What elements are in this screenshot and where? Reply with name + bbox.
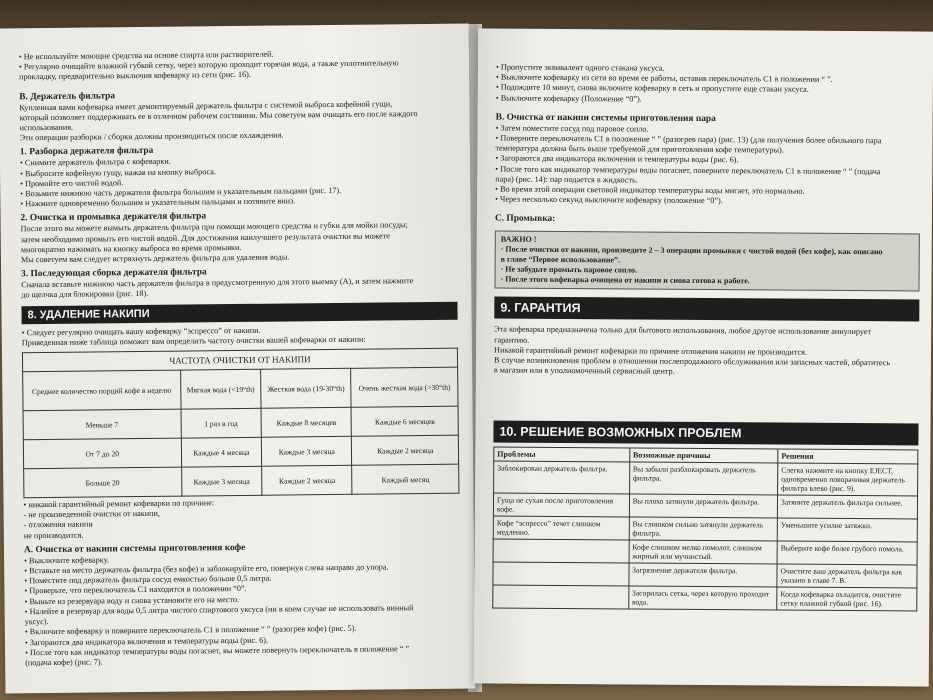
sub3-title: 3. Последующая сборка держателя фильтра [21,267,207,280]
problem-cell [493,585,629,609]
intro-line: • Не используйте моющие средства на основе спирта или растворителей. [18,49,274,62]
table-row [493,493,917,519]
note-line: · После этого кофеварка очищена от накипи и снова готова к работе. [500,275,750,286]
top-item: • Выключите кофеварку (Положение “0”). [495,93,642,104]
problem-cell: Кофе “эспрессо” течет слишком медленно. [493,516,629,540]
section-a-title: А. Очистка от накипи системы приготовления кофе [23,542,246,556]
table-row [493,585,917,611]
steam-section-title: B. Очистка от накипи системы приготовления пара [495,112,716,124]
table-header: Очень жесткая вода (>30°th) [351,367,458,407]
rinse-section-title: С. Промывка: [494,213,556,225]
table-cell: Каждые 2 месяца [262,465,353,495]
section9-banner: 9. ГАРАНТИЯ [494,297,919,322]
important-note-box [494,231,919,292]
table-cell: Меньше 7 [23,409,181,440]
table-cell: Каждый месяц [352,464,459,494]
solution-cell: Слегка нажмите на кнопку EJECT, одновременно поворачивая держатель фильтра влево (рис. 9). [778,463,918,496]
section-b-line: Эти операции разборки / сборки должны производиться после охлаждения. [19,130,284,143]
warranty-line: В случае возникновения проблем в отношении послепродажного обслуживания или запасных частей, обратитесь [493,355,891,368]
section10-banner: 10. РЕШЕНИЕ ВОЗМОЖНЫХ ПРОБЛЕМ [493,421,918,446]
table-row [493,562,917,588]
note-line: · После очистки от накипи, произведите 2 – 3 операции промывки с чистой водой (без кофе), как описано [500,245,883,257]
steam-item: • Во время этой операции световой индикатор температуры воды мигает, это нормально. [495,184,805,196]
table-cell: Каждые 8 месяцев [261,407,352,437]
table-row [24,464,459,498]
section-b-line: который позволяет поддерживать ее в отличном рабочем состоянии. Мы советуем вам очищать его после каждого [19,108,418,123]
cause-cell: Засорилась сетка, через которую проходит вода. [628,586,777,610]
cause-cell: Загрязнение держателя фильтра. [629,563,778,587]
steam-item: температура должна быть выше требуемой для приготовления кофе температуры). [495,143,784,155]
table-cell: Каждые 4 месяца [181,437,262,467]
problem-cell [493,539,629,563]
problem-cell: Заблокирован держатель фильтра. [494,461,630,494]
steam-item: • После того как индикатор температуры воды погаснет, поверните переключатель С1 в положение “ ” (подача [495,164,881,176]
sub2-item: После этого вы можете вымыть держатель фильтра при помощи моющего средства и губки для мойки посуды; [20,220,408,234]
sub1-title: 1. Разборка держателя фильтра [19,146,154,158]
sub2-item: затем необходимо промыть его чистой водой. Для достижения наилучшего результата очистки вы можете [20,231,390,244]
table-cell: От 7 до 20 [23,438,181,469]
warranty-line: Никакой гарантийный ремонт кофеварки по причине отложения накипи не производится. [494,345,807,357]
section-b-title: B. Держатель фильтра [19,90,116,102]
section8-banner: 8. УДАЛЕНИЕ НАКИПИ [21,301,457,324]
table-row [493,539,917,565]
section-a-item: • Загораются два индикатора включения и температуры воды (рис. 6). [24,635,269,647]
table-caption: ЧАСТОТА ОЧИСТКИ ОТ НАКИПИ [22,348,457,372]
note-line: · Не забудьте промыть паровое сопло. [500,265,638,275]
sub3-item: Сначала вставьте нижнюю часть держателя фильтра в предусмотренную для этого выемку (А), и затем нажмите [21,276,414,290]
warranty-line: в магазин или в уполномоченный сервисный центр. [493,365,675,377]
table-header: Жесткая вода (19-30°th) [261,368,352,408]
sub1-item: • Возьмите нижнюю часть держателя фильтра большим и указательным пальцами (рис. 17). [20,185,342,199]
table-row [493,516,917,542]
after-table-line: - отложения накипи [23,519,93,530]
solution-cell: Выберите кофе более грубого помола. [777,541,917,565]
steam-item: • Поверните переключатель С1 в положение “ ” (разогрев пара) (рис. 13) (для получения более обильного пара [495,133,882,146]
after-table-line: • никакой гарантийный ремонт кофеварки по причине: [23,498,215,510]
troubleshooting-table [492,447,918,612]
table-row [23,435,458,469]
right-page [474,28,933,686]
solution-cell: Затяните держатель фильтра сильнее. [777,495,917,519]
sub2-title: 2. Очистка и промывка держателя фильтра [20,211,207,224]
table-cell: Каждые 2 месяца [352,435,459,465]
cause-cell: Кофе слишком мелко помолот, слишком жирный или мучнистый. [629,540,778,564]
right-page-content [492,37,921,612]
section8-line: • Следует регулярно очищать вашу кофеварку “эспрессо” от накипи. [21,325,261,337]
table-row [23,406,458,440]
section-a-item: • Налейте в резервуар для воды 0,5 литра чистого спиртового уксуса (ни в коем случае не использовать винный [24,603,414,617]
top-item: • Выключите кофеварку из сети во время ее работы, оставив переключатель С1 в положении “ ”. [495,72,833,85]
note-line: ВАЖНО ! [500,235,537,245]
problem-cell: Гуща не сухая после приготовления кофе. [493,493,629,517]
solution-cell: Уменьшите усилие затяжки. [777,518,917,542]
section-a-item: • Включите кофеварку и поверните переключатель С1 в положение “ ” (разогрев кофе) (рис. 5). [24,624,357,637]
section-a-item: • Выньте из резервуара воду и снова установите его на место. [24,594,240,606]
note-line: в главе “Первое использование”. [500,255,621,265]
steam-item: • Загораются два индикатора включения и температуры воды (рис. 6). [495,153,739,165]
table-row [494,461,918,496]
steam-item: • Затем поместите сосуд под паровое сопло. [495,123,649,134]
cause-cell: Вы слишком сильно затянули держатель фильтра. [629,517,778,541]
sub1-item: • Промойте его чистой водой. [20,178,124,189]
steam-item: пара) (рис. 14): пар подается в жидкость. [495,174,638,185]
table-cell: Каждые 6 месяцев [352,406,459,436]
left-page [0,24,475,694]
warranty-line: Эта кофеварка предназначена только для бытового использования, любое другое использование аннулирует [494,324,872,337]
top-item: • Подождите 10 минут, снова включите кофеварку в сеть и пропустите еще стакан уксуса. [495,82,809,95]
table-cell: Каждые 3 месяца [261,436,352,466]
section-b-line: Купленная вами кофеварка имеет демонтируемый держатель фильтра с системой выброса кофейной гущи, [19,98,393,112]
steam-item: • Через несколько секунд выключите кофеварку (положение “0”). [495,194,723,206]
section-a-item: уксус). [24,617,49,627]
solution-cell: Когда кофеварка охладится, очистите сетку влажной губкой (рис. 16). [777,587,917,611]
section-b-line: использования. [19,122,74,133]
table-cell: Больше 20 [24,467,182,498]
section-a-item: • Вставьте на место держатель фильтра (без кофе) и заблокируйте его, повернув слева направо до упора. [24,562,389,576]
problems-header: Проблемы [494,447,630,462]
sub3-item: до щелчка для блокировки (рис. 18). [21,289,149,300]
after-table-line: - не произведенной очистки от накипи, [23,509,160,520]
table-cell: Каждые 3 месяца [181,466,262,496]
section-a-item: (подача кофе) (рис. 7). [25,657,103,668]
descaling-table [22,348,460,499]
sub2-item: Мы советуем вам следует встряхнуть держатель фильтра для удаления воды. [20,252,290,265]
causes-header: Возможные причины [629,448,777,463]
sub1-item: • Нажмите одновременно большим и указательным пальцами и потяните вниз. [20,196,296,209]
section-a-item: • Выключите кофеварку. [24,555,109,566]
solutions-header: Решения [778,449,918,464]
left-page-content [19,48,461,669]
section-a-item: • Поместите под держатель фильтра сосуд емкостью больше 0,5 литра. [24,573,272,586]
cause-cell: Вы плохо затянули держатель фильтра. [629,494,778,518]
section-a-item: • После того как индикатор температуры воды погаснет, вы можете повернуть переключатель в положение “ ” [25,643,410,657]
top-item: • Пропустите эквивалент одного стакана уксуса. [495,62,665,73]
table-header: Мягкая вода (<19°th) [180,369,261,409]
sub1-item: • Выбросите кофейную гущу, нажав на кнопку выброса. [20,166,216,178]
sub2-item: многократно нажимать на кнопку выброса во время промывки. [20,242,242,255]
table-cell: 1 раз в год [181,408,262,438]
solution-cell: Очистите ваш держатель фильтра как указано в главе 7. B. [777,564,917,588]
cause-cell: Вы забыли разблокировать держатель фильтра. [629,462,778,495]
section-a-item: • Проверьте, что переключатель С1 находится в положении “0”. [24,584,247,596]
warranty-line: гарантию. [494,335,530,345]
section8-line: Приведенная ниже таблица поможет вам определить частоту очистки вашей кофеварки от накипи: [21,334,366,348]
problem-cell [493,562,629,586]
table-header: Среднее количество порций кофе в неделю [23,370,181,411]
intro-line: прокладку, предварительно выключив кофеварку из сети (рис. 16). [18,70,251,82]
after-table-line: не производится. [23,530,84,540]
intro-line: • Регулярно очищайте влажной губкой сетку, через которую проходит горячая вода, а также уплотнительную [18,58,399,72]
sub1-item: • Снимите держатель фильтра с кофеварки. [19,157,171,168]
